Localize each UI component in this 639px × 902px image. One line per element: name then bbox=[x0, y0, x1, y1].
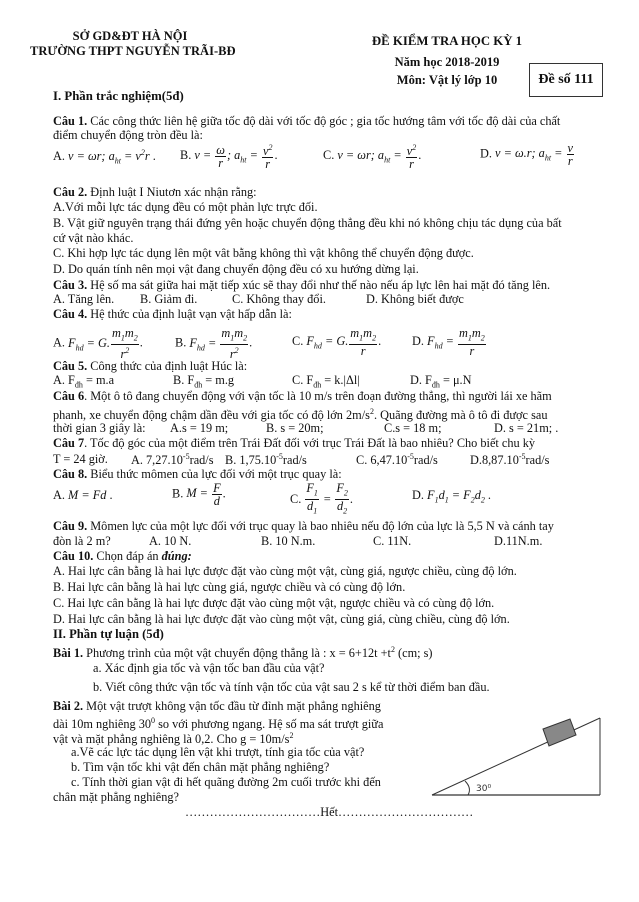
problem-1 bbox=[53, 643, 433, 660]
q6-option-c[interactable]: C.s = 18 m; bbox=[384, 421, 442, 435]
q5-text: Công thức của định luật Húc là: bbox=[87, 359, 248, 373]
q2-text: Định luật I Niutơn xác nhận rằng: bbox=[87, 185, 257, 199]
q7-text: . Tốc độ góc của một điểm trên Trái Đất đối với trục Trái Đất là bao nhiêu? Cho biết chu kỳ bbox=[84, 436, 536, 450]
q5-option-b[interactable] bbox=[173, 373, 234, 389]
school-name: TRƯỜNG THPT NGUYỄN TRÃI-BĐ bbox=[30, 44, 236, 58]
q9-option-b[interactable]: B. 10 N.m. bbox=[261, 534, 316, 548]
q1-option-c[interactable]: C. v = ωr; $a_{ht}$ = $\frac{v^2}{r}$ . bbox=[323, 143, 422, 172]
q4-option-a-label: A. bbox=[53, 335, 65, 350]
bai1-label: Bài 1. bbox=[53, 646, 84, 661]
q4-option-b-formula: $F_{hd}$ = $\frac{m_1m_2}{r^2}$ bbox=[189, 326, 248, 362]
q9-option-d[interactable]: D.11N.m. bbox=[494, 534, 543, 548]
bai2-text2a: dài 10m nghiêng 30 bbox=[53, 717, 152, 732]
bai2-text2b: so với phương ngang. Hệ số ma sát trượt giữa bbox=[155, 717, 384, 732]
bai2-text2sup: 0 bbox=[151, 716, 156, 725]
q2-label: Câu 2. bbox=[53, 185, 88, 199]
q6-label: Câu 6 bbox=[53, 389, 85, 403]
q1-label: Câu 1. bbox=[53, 114, 88, 128]
q4-option-d-formula: $F_{hd}$ = $\frac{m_1m_2}{r}$ bbox=[427, 326, 485, 359]
q1-option-b-formula: v = $\frac{\omega}{r}$ ; $a_{ht}$ = $\frac{v^2}{r}$ bbox=[194, 142, 273, 172]
q2-option-d[interactable]: D. Do quán tính nên mọi vật đang chuyển động đều có xu hướng dừng lại. bbox=[53, 262, 419, 276]
q5-c-rest: = k.|Δl| bbox=[321, 373, 360, 387]
exam-title: ĐỀ KIỂM TRA HỌC KỲ 1 bbox=[371, 34, 523, 48]
q3-option-d[interactable]: D. Không biết được bbox=[366, 292, 464, 306]
q8-option-c-label: C. bbox=[290, 491, 302, 506]
q1-option-a[interactable]: A. v = ωr; $a_{ht} = v^2r$ . bbox=[53, 148, 156, 166]
q3-option-c[interactable]: C. Không thay đổi. bbox=[232, 292, 326, 306]
q7-c-unit: rad/s bbox=[413, 453, 438, 468]
inclined-plane-figure bbox=[430, 710, 615, 800]
end-marker: ……………………………Hết…………………………… bbox=[185, 805, 474, 819]
q8-option-d-formula: $F_1d_1 = F_2d_2$ bbox=[427, 488, 485, 505]
q4-text: Hệ thức của định luật vạn vật hấp dẫn là: bbox=[87, 307, 292, 321]
q10-label: Câu 10. bbox=[53, 549, 94, 563]
q7-d-unit: rad/s bbox=[525, 453, 550, 468]
bai2-text3 bbox=[53, 729, 293, 746]
bai1-text: Phương trình của một vật chuyển động thẳng là : x = 6+12t +t bbox=[83, 646, 391, 661]
q7-option-a[interactable] bbox=[131, 452, 214, 468]
q7-label: Câu 7 bbox=[53, 436, 85, 450]
q5-option-a[interactable] bbox=[53, 373, 114, 389]
department-name: SỞ GD&ĐT HÀ NỘI bbox=[72, 29, 188, 43]
q6-sup: 2 bbox=[369, 407, 374, 416]
block bbox=[543, 719, 576, 746]
section-1-title: I. Phần trắc nghiệm(5đ) bbox=[53, 89, 184, 103]
q1-text: Các công thức liên hệ giữa tốc độ dài với tốc độ góc ; gia tốc hướng tâm với tốc độ dài của chất bbox=[87, 114, 561, 128]
q8-option-d[interactable]: D. $F_1d_1 = F_2d_2$ . bbox=[412, 488, 491, 505]
bai2-part-c: c. Tính thời gian vật đi hết quãng đường 2m cuối trước khi đến bbox=[71, 775, 381, 789]
q10-option-c[interactable]: C. Hai lực cân bằng là hai lực được đặt vào cùng một vật, ngược chiều và có cùng độ lớn. bbox=[53, 596, 495, 610]
q5-a-rest: = m.a bbox=[82, 373, 115, 387]
q7-option-b[interactable] bbox=[225, 452, 307, 468]
q6-text: . Một ô tô đang chuyển động với vận tốc là 10 m/s trên đoạn đường thẳng, thì người lái xe hãm bbox=[84, 389, 552, 403]
q3-text: Hệ số ma sát giữa hai mặt tiếp xúc sẽ thay đổi như thế nào nếu áp lực lên hai mặt đó tăng lên. bbox=[87, 278, 551, 292]
question-3 bbox=[53, 278, 550, 292]
bai2-part-c-cont: chân mặt phẳng nghiêng? bbox=[53, 790, 180, 804]
q2-option-c[interactable]: C. Khi hợp lực tác dụng lên một vât bằng không thì vật không thể chuyển động được. bbox=[53, 246, 474, 260]
q9-label: Câu 9. bbox=[53, 519, 88, 533]
q1-option-b[interactable]: B. v = $\frac{\omega}{r}$ ; $a_{ht}$ = $\frac{v^2}{r}$ . bbox=[180, 142, 278, 172]
q7-c-exp: -5 bbox=[407, 452, 414, 461]
q1-option-a-label: A. bbox=[53, 149, 65, 164]
q5-b-rest: = m.g bbox=[202, 373, 235, 387]
q2-option-b[interactable]: B. Vật giữ nguyên trạng thái đứng yên hoặc chuyển động thẳng đều khi nó không chịu tác dụng của bất bbox=[53, 216, 562, 230]
bai1-part-b: b. Viết công thức vận tốc và tính vận tốc của vật sau 2 s kể từ thời điểm ban đầu. bbox=[93, 680, 490, 694]
question-7 bbox=[53, 436, 535, 450]
q6-text2a: phanh, xe chuyển động chậm dần đều với gia tốc có độ lớn 2m/s bbox=[53, 408, 370, 423]
angle-arc bbox=[465, 781, 469, 795]
q5-a-label: A. F bbox=[53, 373, 75, 387]
q9-option-a[interactable]: A. 10 N. bbox=[149, 534, 192, 548]
question-1 bbox=[53, 114, 560, 128]
q7-a-unit: rad/s bbox=[189, 453, 214, 468]
q4-option-c-label: C. bbox=[292, 334, 304, 349]
q4-option-d-label: D. bbox=[412, 334, 424, 349]
q4-label: Câu 4. bbox=[53, 307, 88, 321]
q5-option-c[interactable] bbox=[292, 373, 360, 389]
question-9 bbox=[53, 519, 554, 533]
q8-label: Câu 8. bbox=[53, 467, 88, 481]
bai1-sup: 2 bbox=[390, 645, 395, 654]
bai2-text3a: vật và mặt phẳng nghiêng là 0,2. Cho g = 10m/s bbox=[53, 732, 290, 747]
q10-option-a[interactable]: A. Hai lực cân bằng là hai lực được đặt vào cùng một vật, cùng giá, ngược chiều, cùng độ lớn. bbox=[53, 564, 517, 578]
q7-text2: T = 24 giờ. bbox=[53, 452, 108, 466]
q8-option-c[interactable]: C. $\frac{F_1}{d_1}$ = $\frac{F_2}{d_2}$ . bbox=[290, 481, 353, 516]
q7-option-c[interactable] bbox=[356, 452, 438, 468]
question-4 bbox=[53, 307, 292, 321]
incline-line bbox=[432, 718, 600, 795]
q1-option-c-label: C. bbox=[323, 147, 335, 162]
q7-b-unit: rad/s bbox=[282, 453, 307, 468]
q8-text: Biểu thức mômen của lực đối với một trục quay là: bbox=[87, 467, 342, 481]
q5-b-label: B. F bbox=[173, 373, 195, 387]
q7-a-exp: -5 bbox=[182, 452, 190, 461]
exam-code-box: Đề số 111 bbox=[529, 63, 603, 97]
q7-option-d[interactable] bbox=[470, 452, 549, 468]
q6-option-b[interactable]: B. s = 20m; bbox=[266, 421, 324, 435]
q4-option-d[interactable] bbox=[412, 327, 487, 357]
q3-label: Câu 3. bbox=[53, 278, 88, 292]
q5-b-sub: đh bbox=[194, 380, 203, 390]
q8-option-b-formula: M = $\frac{F}{d}$ bbox=[186, 481, 221, 508]
q4-option-a-formula: $F_{hd} = G$. $\frac{m_1m_2}{r^2}$ bbox=[68, 326, 138, 362]
q9-text: Mômen lực của một lực đối với trục quay là bao nhiêu nếu độ lớn của lực là 5,5 N và cánh tay bbox=[87, 519, 554, 533]
q8-option-a-formula: M = Fd bbox=[68, 488, 107, 502]
q4-option-c[interactable]: C. $F_{hd} = G$. $\frac{m_1m_2}{r}$ . bbox=[292, 326, 382, 359]
q7-d-exp: -5 bbox=[518, 452, 526, 461]
q4-option-c-formula: $F_{hd} = G$. $\frac{m_1m_2}{r}$ bbox=[306, 326, 377, 359]
bai2-part-b: b. Tìm vận tốc khi vật đến chân mặt phẳng nghiêng? bbox=[71, 760, 330, 774]
q7-d-val: D.8,87.10 bbox=[470, 453, 519, 468]
q4-option-b-label: B. bbox=[175, 335, 187, 350]
q8-option-b[interactable]: B. M = $\frac{F}{d}$ . bbox=[172, 481, 226, 508]
angle-label: 30⁰ bbox=[476, 784, 492, 794]
q5-label: Câu 5. bbox=[53, 359, 88, 373]
q5-d-sub: đh bbox=[431, 380, 440, 390]
q5-option-d[interactable] bbox=[410, 373, 472, 389]
q5-a-sub: đh bbox=[74, 380, 83, 390]
q7-a-val: A. 7,27.10 bbox=[131, 453, 183, 468]
subject: Môn: Vật lý lớp 10 bbox=[396, 73, 498, 87]
q1-option-d-label: D. bbox=[480, 146, 492, 161]
q3-option-b[interactable]: B. Giảm đi. bbox=[140, 292, 198, 306]
question-1-cont: điểm chuyển động tròn đều là: bbox=[53, 128, 203, 142]
q7-b-exp: -5 bbox=[276, 452, 283, 461]
q5-c-sub: đh bbox=[313, 380, 322, 390]
q9-option-c[interactable]: C. 11N. bbox=[373, 534, 412, 548]
q1-option-d-formula: v = ω.r; $a_{ht}$ = $\frac{v}{r}$ bbox=[495, 141, 573, 168]
q1-option-c-formula: v = ωr; $a_{ht}$ = $\frac{v^2}{r}$ bbox=[337, 143, 417, 172]
q1-option-b-label: B. bbox=[180, 147, 192, 162]
q4-option-b[interactable]: B. $F_{hd}$ = $\frac{m_1m_2}{r^2}$ . bbox=[175, 326, 253, 362]
q10-option-d[interactable]: D. Hai lực cân bằng là hai lực được đặt vào cùng một vật, cùng giá, cùng chiều, cùng độ lớn. bbox=[53, 612, 510, 626]
q6-text2b: . Quãng đường mà ô tô đi được sau bbox=[373, 408, 548, 423]
bai2-text3sup: 2 bbox=[289, 731, 294, 740]
q2-option-b-cont: cứ vật nào khác. bbox=[53, 231, 134, 245]
q4-option-a[interactable]: A. $F_{hd} = G$. $\frac{m_1m_2}{r^2}$ . bbox=[53, 326, 143, 362]
q8-option-a[interactable]: A. M = Fd . bbox=[53, 488, 113, 502]
bai2-label: Bài 2. bbox=[53, 699, 84, 713]
q10-text: Chọn đáp án bbox=[93, 549, 162, 563]
question-8 bbox=[53, 467, 342, 481]
q9-text2: đòn là 2 m? bbox=[53, 534, 111, 548]
q5-d-rest: = μ.N bbox=[439, 373, 472, 387]
q1-option-d[interactable] bbox=[480, 142, 575, 167]
q6-text3: thời gian 3 giây là: bbox=[53, 421, 146, 435]
q3-option-a[interactable]: A. Tăng lên. bbox=[53, 292, 115, 306]
q10-emphasis: đúng: bbox=[161, 549, 192, 563]
section-2-title: II. Phần tự luận (5đ) bbox=[53, 627, 164, 641]
q8-option-a-label: A. bbox=[53, 488, 65, 502]
q8-option-b-label: B. bbox=[172, 486, 184, 501]
bai2-text1: Một vật trượt không vận tốc đầu từ đỉnh mặt phẳng nghiêng bbox=[83, 699, 381, 713]
q7-b-val: B. 1,75.10 bbox=[225, 453, 277, 468]
q7-c-val: C. 6,47.10 bbox=[356, 453, 408, 468]
question-2 bbox=[53, 185, 257, 199]
school-year: Năm học 2018-2019 bbox=[394, 55, 500, 69]
question-6-cont bbox=[53, 405, 548, 422]
q8-option-c-formula: $\frac{F_1}{d_1}$ = $\frac{F_2}{d_2}$ bbox=[306, 481, 348, 516]
problem-2 bbox=[53, 699, 381, 713]
q5-c-label: C. F bbox=[292, 373, 314, 387]
q6-option-a[interactable]: A.s = 19 m; bbox=[170, 421, 229, 435]
q10-option-b[interactable]: B. Hai lực cân bằng là hai lực cùng giá, ngược chiều và có cùng độ lớn. bbox=[53, 580, 406, 594]
question-5 bbox=[53, 359, 247, 373]
bai2-part-a: a.Vẽ các lực tác dụng lên vật khi trượt, tính gia tốc của vật? bbox=[71, 745, 365, 759]
question-10 bbox=[53, 549, 192, 563]
bai1-part-a: a. Xác định gia tốc và vận tốc ban đầu của vật? bbox=[93, 661, 325, 675]
q1-option-a-formula: v = ωr; $a_{ht} = v^2r$ bbox=[68, 148, 150, 166]
question-6 bbox=[53, 389, 552, 403]
bai1-tail: (cm; s) bbox=[394, 646, 433, 661]
q2-option-a[interactable]: A.Với mỗi lực tác dụng đều có một phản lực trực đối. bbox=[53, 200, 318, 214]
q5-d-label: D. F bbox=[410, 373, 432, 387]
q6-option-d[interactable]: D. s = 21m; . bbox=[494, 421, 559, 435]
q8-option-d-label: D. bbox=[412, 488, 424, 502]
